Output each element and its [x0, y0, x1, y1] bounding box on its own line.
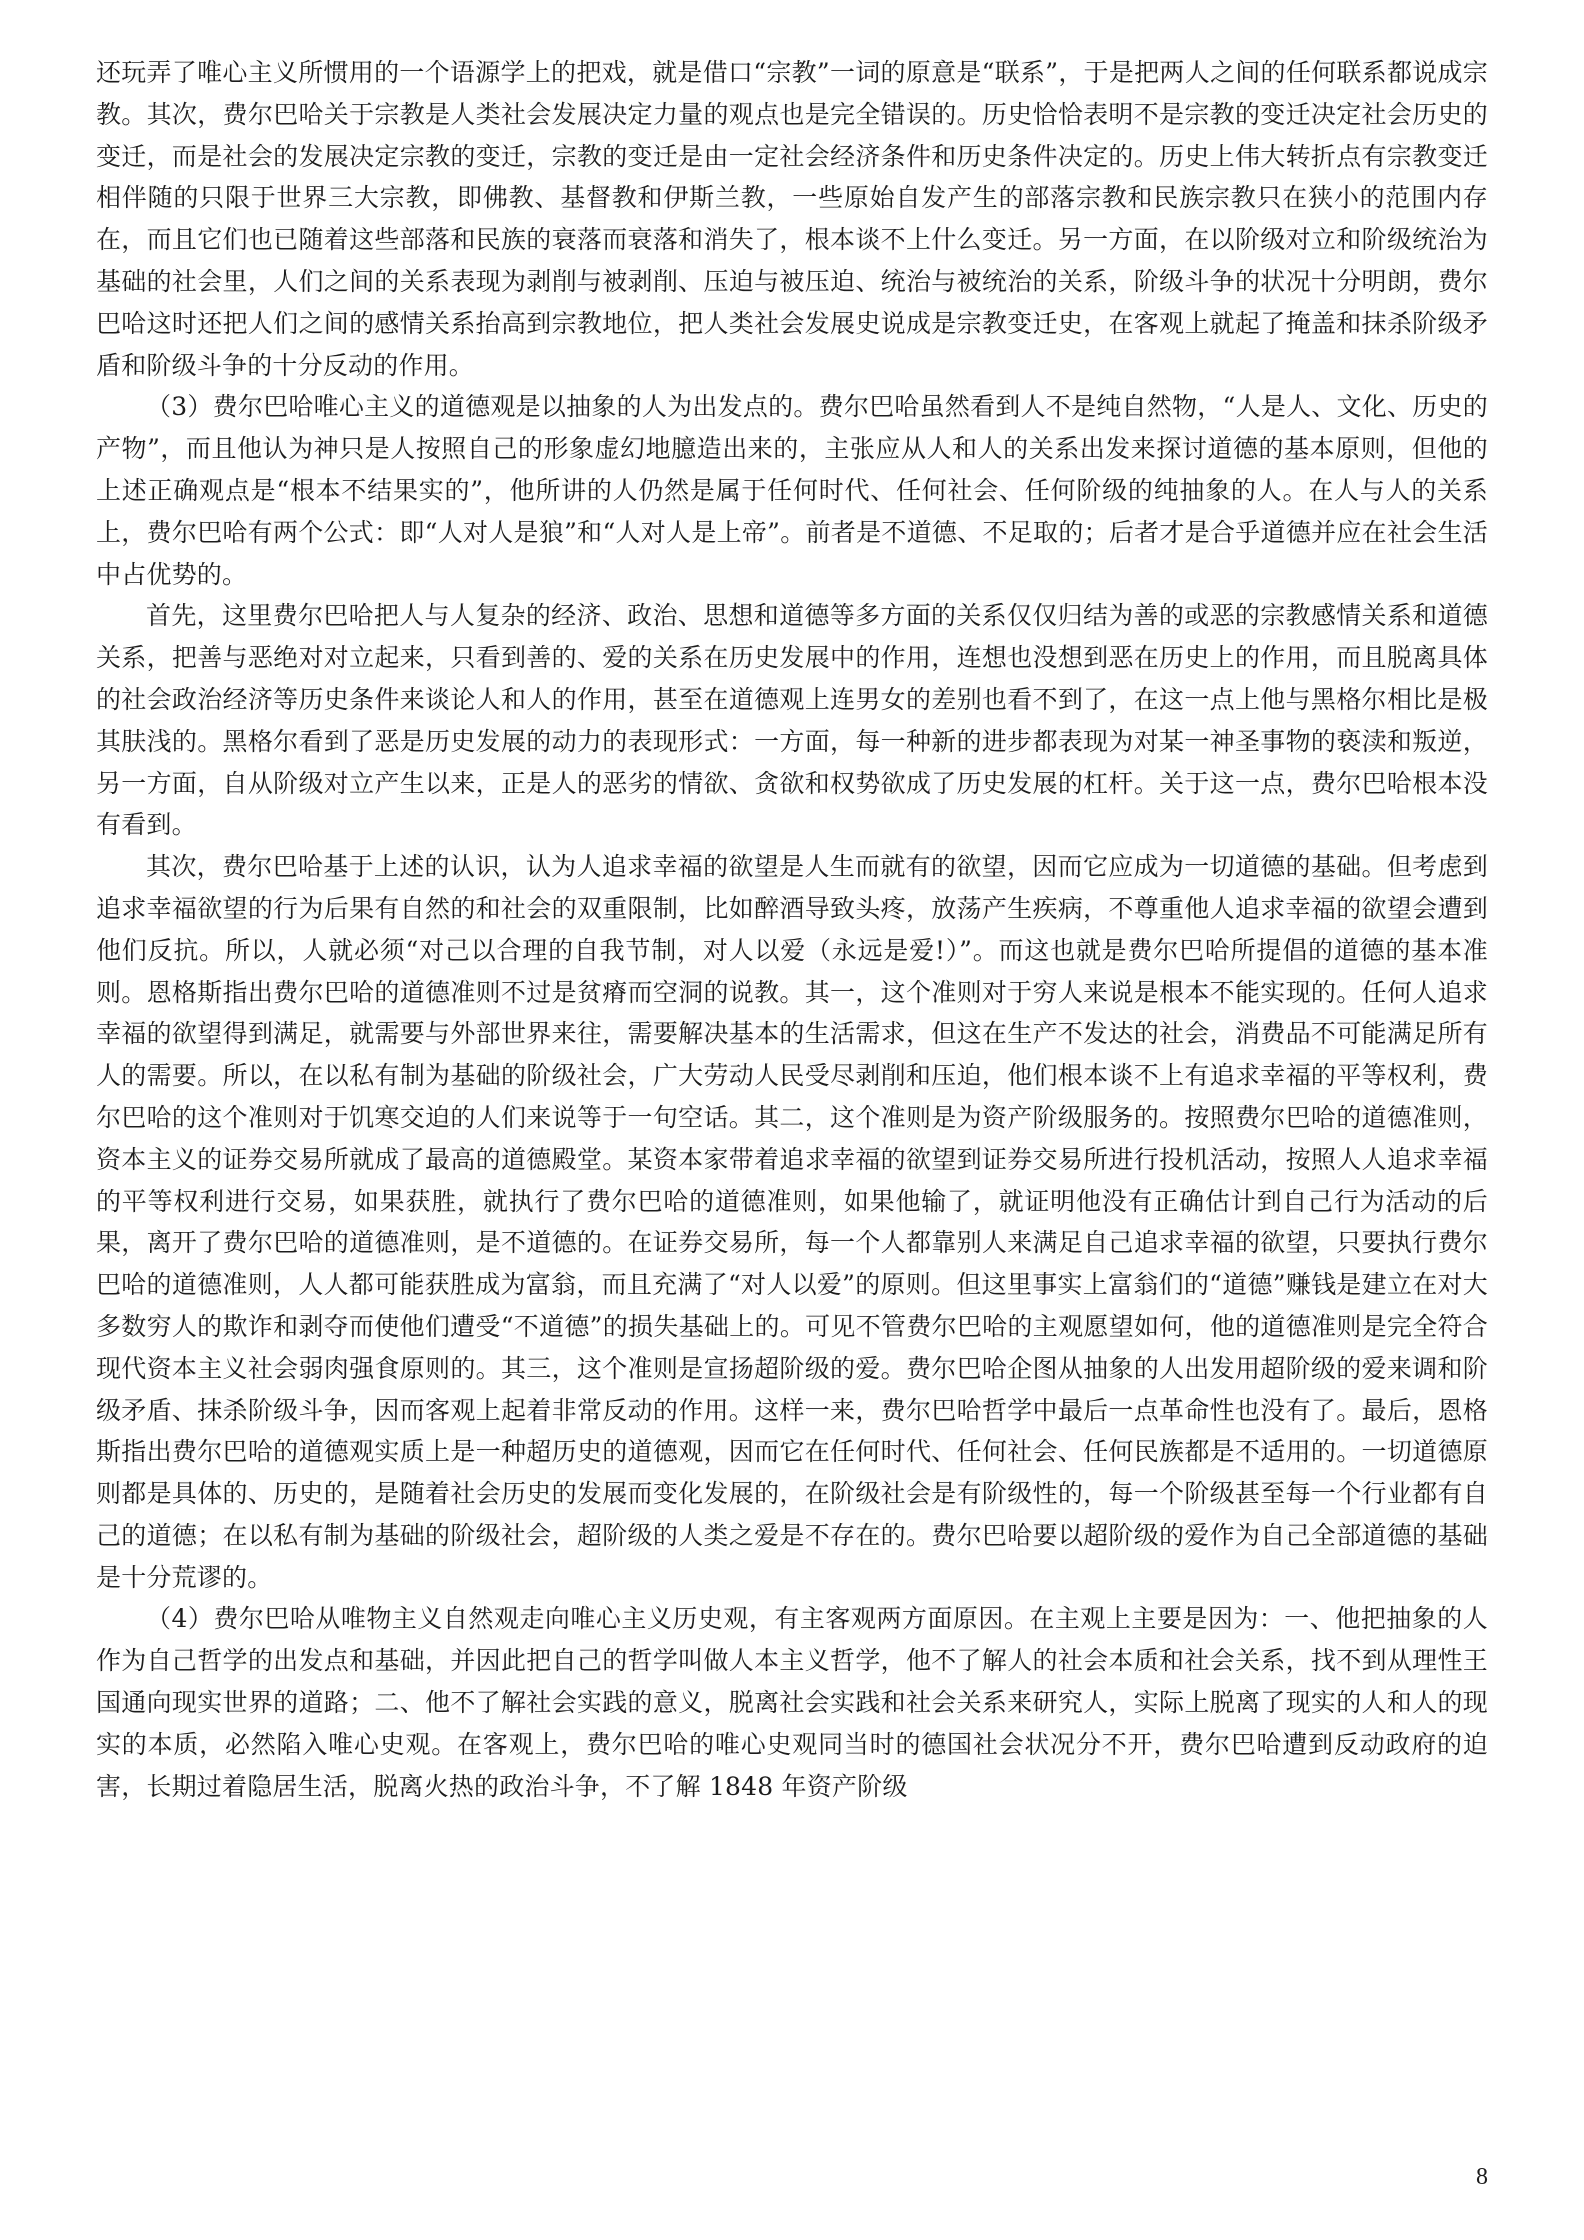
paragraph-second-point: 其次，费尔巴哈基于上述的认识，认为人追求幸福的欲望是人生而就有的欲望，因而它应成为一切道德的基础。但考虑到追求幸福欲望的行为后果有自然的和社会的双重限制，比如醉酒导致头疼，放荡产生疾病，不尊重他人追求幸福的欲望会遭到他们反抗。所以，人就必须“对己以合理的自我节制，对人以爱（永远是爱!）”。而这也就是费尔巴哈所提倡的道德的基本准则。恩格斯指出费尔巴哈的道德准则不过是贫瘠而空洞的说教。其一，这个准则对于穷人来说是根本不能实现的。任何人追求幸福的欲望得到满足，就需要与外部世界来往，需要解决基本的生活需求，但这在生产不发达的社会，消费品不可能满足所有人的需要。所以，在以私有制为基础的阶级社会，广大劳动人民受尽剥削和压迫，他们根本谈不上有追求幸福的平等权利，费尔巴哈的这个准则对于饥寒交迫的人们来说等于一句空话。其二，这个准则是为资产阶级服务的。按照费尔巴哈的道德准则，资本主义的证券交易所就成了最高的道德殿堂。某资本家带着追求幸福的欲望到证券交易所进行投机活动，按照人人追求幸福的平等权利进行交易，如果获胜，就执行了费尔巴哈的道德准则，如果他输了，就证明他没有正确估计到自己行为活动的后果，离开了费尔巴哈的道德准则，是不道德的。在证券交易所，每一个人都靠别人来满足自己追求幸福的欲望，只要执行费尔巴哈的道德准则，人人都可能获胜成为富翁，而且充满了“对人以爱”的原则。但这里事实上富翁们的“道德”赚钱是建立在对大多数穷人的欺诈和剥夺而使他们遭受“不道德”的损失基础上的。可见不管费尔巴哈的主观愿望如何，他的道德准则是完全符合现代资本主义社会弱肉强食原则的。其三，这个准则是宣扬超阶级的爱。费尔巴哈企图从抽象的人出发用超阶级的爱来调和阶级矛盾、抹杀阶级斗争，因而客观上起着非常反动的作用。这样一来，费尔巴哈哲学中最后一点革命性也没有了。最后，恩格斯指出费尔巴哈的道德观实质上是一种超历史的道德观，因而它在任何时代、任何社会、任何民族都是不适用的。一切道德原则都是具体的、历史的，是随着社会历史的发展而变化发展的，在阶级社会是有阶级性的，每一个阶级甚至每一个行业都有自己的道德；在以私有制为基础的阶级社会，超阶级的人类之爱是不存在的。费尔巴哈要以超阶级的爱作为自己全部道德的基础是十分荒谬的。	[96, 852, 1488, 1592]
paragraph-section-4: （4）费尔巴哈从唯物主义自然观走向唯心主义历史观，有主客观两方面原因。在主观上主要是因为：一、他把抽象的人作为自己哲学的出发点和基础，并因此把自己的哲学叫做人本主义哲学，他不了解人的社会本质和社会关系，找不到从理性王国通向现实世界的道路；二、他不了解社会实践的意义，脱离社会实践和社会关系来研究人，实际上脱离了现实的人和人的现实的本质，必然陷入唯心史观。在客观上，费尔巴哈的唯心史观同当时的德国社会状况分不开，费尔巴哈遭到反动政府的迫害，长期过着隐居生活，脱离火热的政治斗争，不了解 1848 年资产阶级	[96, 1604, 1488, 1801]
page-number: 8	[1476, 2164, 1488, 2190]
paragraph-first-point: 首先，这里费尔巴哈把人与人复杂的经济、政治、思想和道德等多方面的关系仅仅归结为善的或恶的宗教感情关系和道德关系，把善与恶绝对对立起来，只看到善的、爱的关系在历史发展中的作用，连想也没想到恶在历史上的作用，而且脱离具体的社会政治经济等历史条件来谈论人和人的作用，甚至在道德观上连男女的差别也看不到了，在这一点上他与黑格尔相比是极其肤浅的。黑格尔看到了恶是历史发展的动力的表现形式：一方面，每一种新的进步都表现为对某一神圣事物的亵渎和叛逆，另一方面，自从阶级对立产生以来，正是人的恶劣的情欲、贪欲和权势欲成了历史发展的杠杆。关于这一点，费尔巴哈根本没有看到。	[96, 601, 1488, 840]
paragraph-continued: 还玩弄了唯心主义所惯用的一个语源学上的把戏，就是借口“宗教”一词的原意是“联系”，于是把两人之间的任何联系都说成宗教。其次，费尔巴哈关于宗教是人类社会发展决定力量的观点也是完全错误的。历史恰恰表明不是宗教的变迁决定社会历史的变迁，而是社会的发展决定宗教的变迁，宗教的变迁是由一定社会经济条件和历史条件决定的。历史上伟大转折点有宗教变迁相伴随的只限于世界三大宗教，即佛教、基督教和伊斯兰教，一些原始自发产生的部落宗教和民族宗教只在狭小的范围内存在，而且它们也已随着这些部落和民族的衰落而衰落和消失了，根本谈不上什么变迁。另一方面，在以阶级对立和阶级统治为基础的社会里，人们之间的关系表现为剥削与被剥削、压迫与被压迫、统治与被统治的关系，阶级斗争的状况十分明朗，费尔巴哈这时还把人们之间的感情关系抬高到宗教地位，把人类社会发展史说成是宗教变迁史，在客观上就起了掩盖和抹杀阶级矛盾和阶级斗争的十分反动的作用。	[96, 58, 1488, 380]
body-text	[96, 52, 1488, 1807]
paragraph-section-3: （3）费尔巴哈唯心主义的道德观是以抽象的人为出发点的。费尔巴哈虽然看到人不是纯自然物，“人是人、文化、历史的产物”，而且他认为神只是人按照自己的形象虚幻地臆造出来的，主张应从人和人的关系出发来探讨道德的基本原则，但他的上述正确观点是“根本不结果实的”，他所讲的人仍然是属于任何时代、任何社会、任何阶级的纯抽象的人。在人与人的关系上，费尔巴哈有两个公式：即“人对人是狼”和“人对人是上帝”。前者是不道德、不足取的；后者才是合乎道德并应在社会生活中占优势的。	[96, 392, 1488, 589]
